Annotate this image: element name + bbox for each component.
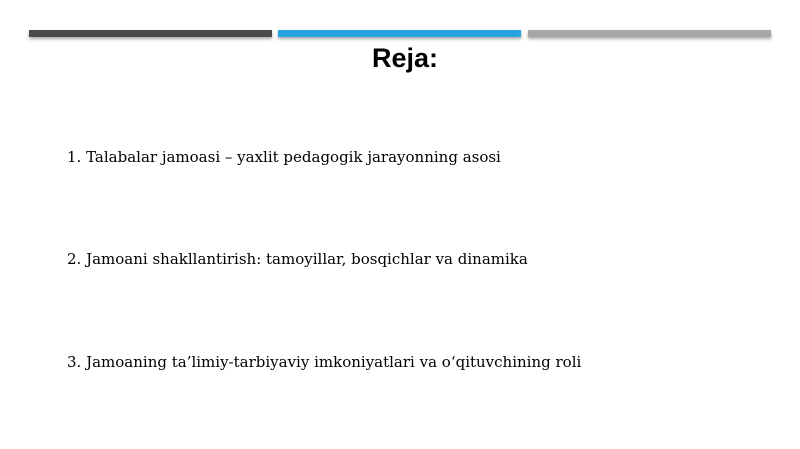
dark-gray-bar (29, 30, 272, 37)
light-gray-bar (528, 30, 771, 37)
header-bars (29, 30, 771, 38)
plan-item-1: 1. Talabalar jamoasi – yaxlit pedagogik jarayonning asosi (67, 148, 501, 166)
plan-item-3: 3. Jamoaning ta’limiy-tarbiyaviy imkoniyatlari va o‘qituvchining roli (67, 353, 582, 371)
plan-item-2: 2. Jamoani shakllantirish: tamoyillar, bosqichlar va dinamika (67, 250, 528, 268)
slide-title: Reja: (371, 43, 439, 73)
blue-bar (278, 30, 521, 37)
